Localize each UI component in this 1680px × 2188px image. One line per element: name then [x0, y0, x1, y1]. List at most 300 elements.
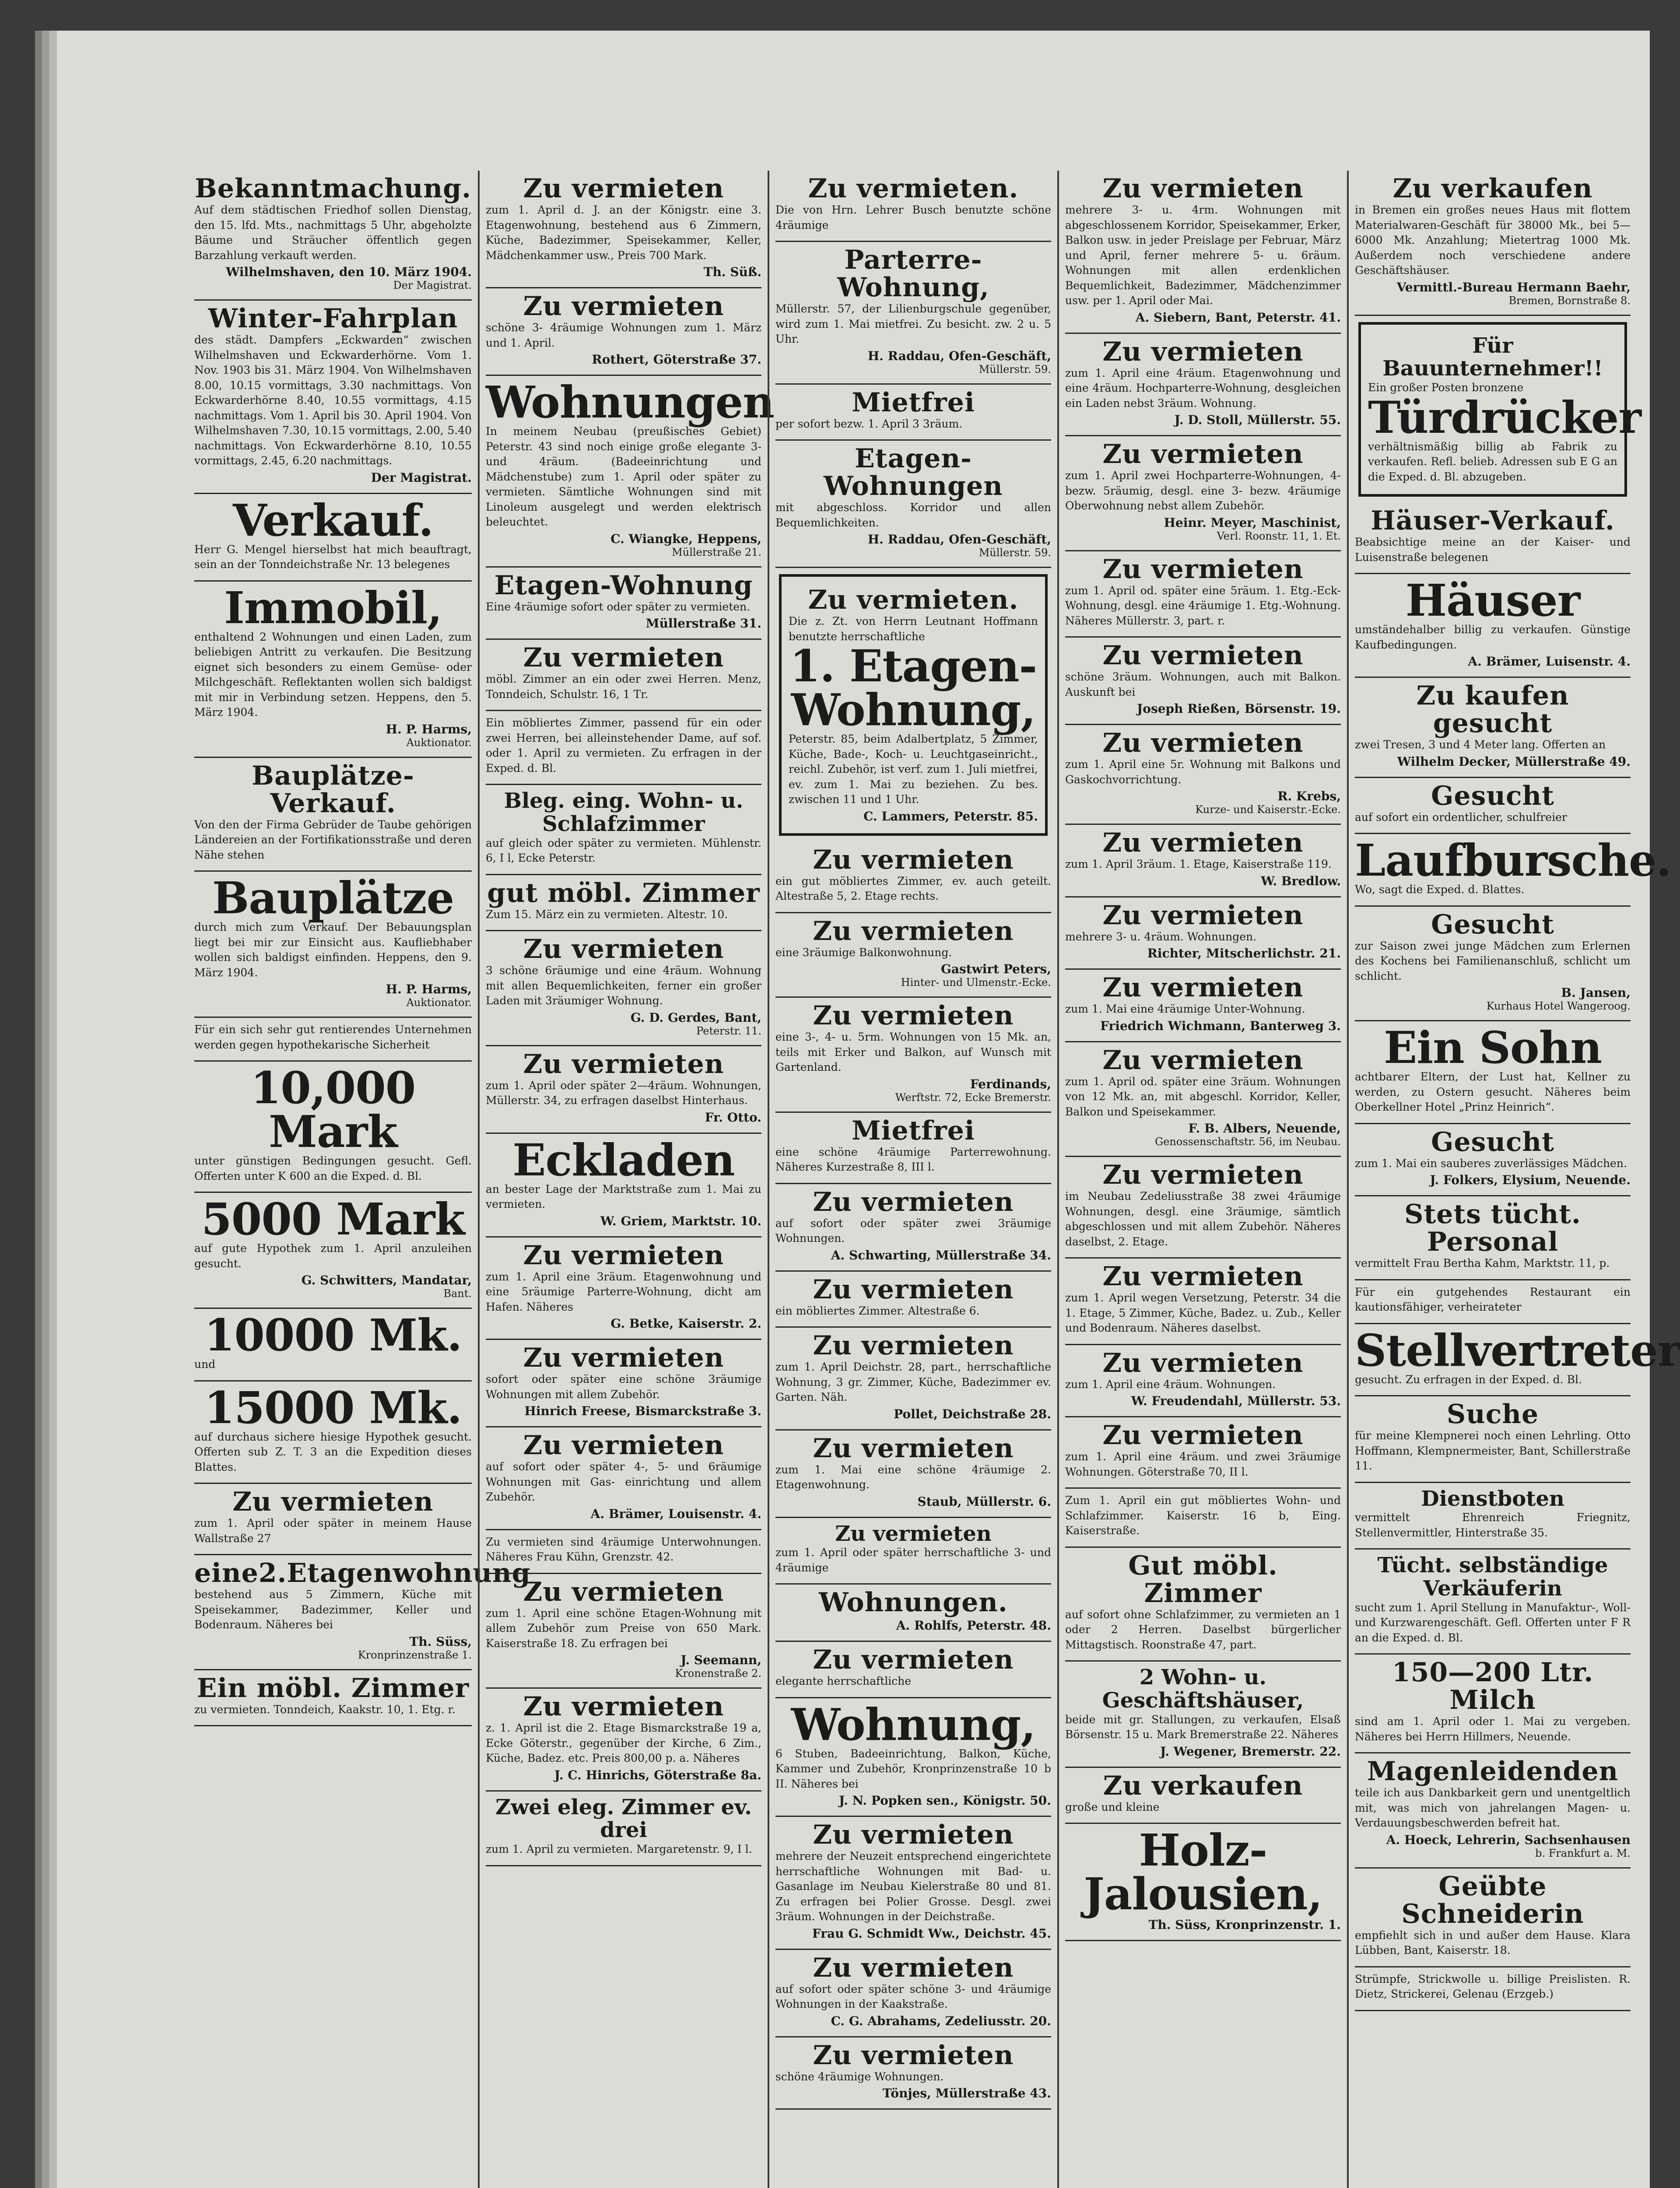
advertisement — [486, 785, 761, 875]
ad-headline: Gut möbl. Zimmer — [1128, 1550, 1278, 1609]
ad-signature-detail: Kronenstraße 2. — [675, 1667, 761, 1680]
ad-headline: Zwei eleg. Zimmer ev. drei — [495, 1795, 752, 1843]
ad-body: 3 schöne 6räumige und eine 4räum. Wohnung mit allen Bequemlichkeiten, ferner ein großer Laden mit 3räumiger Wohnung. — [486, 964, 761, 1007]
advertisement — [775, 1113, 1051, 1184]
ad-signature: A. Siebern, Bant, Peterstr. 41. — [1135, 310, 1341, 325]
advertisement — [1355, 778, 1631, 835]
ad-headline: Mietfrei — [852, 387, 975, 418]
ad-body: mehrere 3- u. 4räum. Wohnungen. — [1065, 930, 1257, 943]
ad-signature: G. D. Gerdes, Bant, — [630, 1010, 761, 1025]
ad-body: durch mich zum Verkauf. Der Bebauungsplan liegt bei mir zur Einsicht aus. Kaufliebhaber wollen sich baldigst einfinden. Heppens, den 9. März 1904. — [194, 921, 472, 979]
advertisement — [1355, 1196, 1631, 1280]
ad-headline: Zu vermieten — [813, 844, 1014, 875]
ad-headline: Gesucht — [1431, 1126, 1554, 1157]
ad-headline: Magenleidenden — [1367, 1756, 1619, 1787]
advertisement — [1065, 638, 1341, 725]
advertisement — [775, 913, 1051, 998]
ad-headline: Immobil, — [224, 582, 442, 634]
ad-body: Zum 15. März ein zu vermieten. Altestr. 10. — [486, 908, 728, 921]
advertisement — [1065, 334, 1341, 437]
ad-headline: Suche — [1446, 1399, 1539, 1430]
ad-body: Wo, sagt die Exped. d. Blattes. — [1355, 883, 1525, 896]
ad-headline-large: 1. Etagen-Wohnung, — [789, 640, 1037, 736]
ad-headline: Stellvertreter — [1355, 1324, 1680, 1376]
ad-body: im Neubau Zedeliusstraße 38 zwei 4räumige Wohnungen, desgl. eine 3räumige, sämtlich abgeschlossen und mit allem Zubehör. Näheres daselbst, 2. Etage. — [1065, 1190, 1341, 1248]
ad-signature: F. B. Albers, Neuende, — [1188, 1121, 1341, 1136]
advertisement — [1355, 834, 1671, 907]
ad-headline: Zu vermieten — [523, 1343, 724, 1374]
ad-body: sofort oder später eine schöne 3räumige Wohnungen mit allem Zubehör. — [486, 1373, 761, 1401]
advertisement — [775, 242, 1051, 385]
ad-headline: Laufbursche. — [1355, 835, 1671, 887]
advertisement — [194, 1193, 472, 1309]
ad-headline: 5000 Mark — [201, 1193, 465, 1245]
ad-body: schöne 3- 4räumige Wohnungen zum 1. März und 1. April. — [486, 321, 761, 349]
ad-signature: W. Freudendahl, Müllerstr. 53. — [1131, 1394, 1341, 1408]
ad-signature: J. Wegener, Bremerstr. 22. — [1160, 1744, 1341, 1759]
ad-body: zum 1. April eine 4räum. Etagenwohnung und eine 4räum. Hochparterre-Wohnung, desgleichen ein Laden nebst 3räum. Wohnung. — [1065, 366, 1341, 410]
advertisement — [194, 301, 472, 494]
ad-signature-detail: Bremen, Bornstraße 8. — [1508, 294, 1631, 307]
ad-headline: Zu vermieten — [1102, 336, 1304, 367]
advertisement — [194, 1670, 472, 1727]
advertisement — [775, 1585, 1051, 1642]
advertisement — [1355, 574, 1631, 678]
ad-body: Die z. Zt. von Herrn Leutnant Hoffmann benutzte herrschaftliche — [789, 615, 1038, 643]
ad-headline: Zu vermieten — [523, 642, 724, 673]
ad-headline: Gesucht — [1431, 780, 1554, 811]
ad-body: In meinem Neubau (preußisches Gebiet) Peterstr. 43 sind noch einige große elegante 3- und 4räum. (Badeeinrichtung und Mädchenstube) zum 1. April oder später zu vermieten. Sämtliche Wohnungen sind mit Linoleum ausgelegt und werden elektrisch beleuchtet. — [486, 425, 761, 528]
ad-signature: Friedrich Wichmann, Banterweg 3. — [1100, 1018, 1341, 1033]
ad-body: vermittelt Frau Bertha Kahm, Marktstr. 11, p. — [1355, 1257, 1610, 1270]
advertisement — [775, 171, 1051, 242]
advertisement — [194, 494, 472, 582]
ad-headline: Zu vermieten — [813, 1952, 1014, 1983]
advertisement — [1065, 1259, 1341, 1345]
advertisement — [775, 1328, 1051, 1431]
ad-body: Strümpfe, Strickwolle u. billige Preislisten. R. Dietz, Strickerei, Gelenau (Erzgeb.) — [1355, 1972, 1631, 2001]
advertisement — [1065, 725, 1341, 825]
ad-headline: Eckladen — [512, 1134, 735, 1186]
ad-signature: Joseph Rießen, Börsenstr. 19. — [1137, 701, 1341, 716]
advertisement — [1355, 1124, 1631, 1197]
advertisement — [486, 875, 761, 932]
advertisement — [1355, 171, 1631, 316]
advertisement — [775, 1272, 1051, 1328]
ad-signature-detail: Verl. Roonstr. 11, 1. Et. — [1217, 529, 1341, 542]
ad-signature-detail: Auktionator. — [406, 996, 472, 1009]
ad-body: empfiehlt sich in und außer dem Hause. Klara Lübben, Bant, Kaiserstr. 18. — [1355, 1929, 1631, 1957]
ad-body: mehrere der Neuzeit entsprechend eingerichtete herrschaftliche Wohnungen mit Bad- u. Gasanlage im Neubau Kielerstraße 80 und 81. Zu erfragen bei Polier Grosse. Desgl. zwei 3räum. Wohnungen in der Deichstraße. — [775, 1850, 1051, 1923]
ad-signature: C. Lammers, Peterstr. 85. — [863, 809, 1038, 824]
advertisement — [1065, 898, 1341, 970]
column-1 — [188, 171, 531, 2188]
column-4 — [1057, 171, 1347, 2188]
ad-body: Zum 1. April ein gut möbliertes Wohn- und Schlafzimmer. Kaiserstr. 16 b, Eing. Kaiserstraße. — [1065, 1494, 1341, 1537]
ad-signature: Gastwirt Peters, — [940, 962, 1051, 976]
ad-headline: Zu vermieten. — [808, 173, 1019, 204]
ad-signature: Hinrich Freese, Bismarckstraße 3. — [524, 1404, 761, 1419]
advertisement — [486, 1530, 761, 1574]
ad-body: zum 1. April eine 3räum. Etagenwohnung und eine 5räumige Parterre-Wohnung, dicht am Hafen. Näheres — [486, 1270, 761, 1313]
ad-headline: Zu kaufen gesucht — [1416, 680, 1569, 739]
advertisement — [775, 441, 1051, 568]
advertisement — [486, 1574, 761, 1689]
ad-body: enthaltend 2 Wohnungen und einen Laden, zum beliebigen Antritt zu verkaufen. Die Besitzung eignet sich besonders zu einem Gemüse- oder Milchgeschäft. Reflektanten wollen sich baldigst mit mir in Verbindung setzen. Heppens, den 5. März 1904. — [194, 630, 472, 719]
ad-headline: Bekanntmachung. — [195, 173, 471, 204]
ad-signature: R. Krebs, — [1277, 789, 1341, 803]
ad-body: auf sofort ein ordentlicher, schulfreier — [1355, 810, 1567, 824]
advertisement — [1355, 1021, 1631, 1124]
ad-body: z. 1. April ist die 2. Etage Bismarckstraße 19 a, Ecke Göterstr., gegenüber der Kirche, 6 Zim., Küche, Badez. etc. Preis 800,00 p. a. Näheres — [486, 1722, 761, 1765]
ad-body: Müllerstr. 57, der Lilienburgschule gegenüber, wird zum 1. Mai mietfrei. Zu besicht. zw. 2 u. 5 Uhr. — [775, 302, 1051, 345]
column-2 — [478, 171, 774, 2188]
ad-signature-detail: Kurhaus Hotel Wangeroog. — [1486, 1000, 1631, 1013]
ad-headline: eine2.Etagenwohnung — [194, 1558, 531, 1588]
ad-headline: Zu verkaufen — [1392, 173, 1593, 204]
advertisement — [486, 1689, 761, 1792]
ad-signature: A. Rohlfs, Peterstr. 48. — [896, 1618, 1051, 1633]
ad-signature-detail: Kronprinzenstraße 1. — [358, 1648, 472, 1661]
advertisement — [1358, 322, 1641, 497]
ad-signature: Rothert, Göterstraße 37. — [592, 352, 761, 367]
ad-body: zwei Tresen, 3 und 4 Meter lang. Offerten an — [1355, 738, 1606, 751]
ad-headline: 2 Wohn- u. Geschäftshäuser, — [1102, 1665, 1304, 1713]
ad-body: eine 3-, 4- u. 5rm. Wohnungen von 15 Mk. an, teils mit Erker und Balkon, auf Wunsch mit Gartenland. — [775, 1031, 1051, 1073]
advertisement — [486, 568, 761, 640]
ad-headline: Für Bauunternehmer!! — [1382, 333, 1603, 381]
advertisement — [194, 582, 472, 758]
ad-signature-detail: Müllerstr. 59. — [979, 547, 1051, 559]
ad-signature: W. Griem, Marktstr. 10. — [600, 1213, 761, 1228]
ad-headline: 150—200 Ltr. Milch — [1392, 1657, 1594, 1716]
ad-body: Peterstr. 85, beim Adalbertplatz, 5 Zimmer, Küche, Bade-, Koch- u. Leuchtgaseinricht., reichl. Zubehör, ist verf. zum 1. Juli mietfrei, ev. zum 1. Mai zu beziehen. Zu bes. zwischen 11 und 1 Uhr. — [789, 733, 1038, 806]
ad-signature: W. Bredlow. — [1261, 873, 1341, 888]
ad-signature: H. P. Harms, — [386, 722, 472, 736]
advertisement — [1355, 1550, 1631, 1655]
ad-body: elegante herrschaftliche — [775, 1675, 912, 1688]
advertisement — [1355, 1280, 1631, 1324]
advertisement — [194, 872, 472, 1018]
ad-body: zum 1. April d. J. an der Königstr. eine 3. Etagenwohnung, bestehend aus 6 Zimmern, Küche, Badezimmer, Speisekammer, Keller, Mädchenkammer usw., Preis 700 Mark. — [486, 203, 761, 262]
advertisement — [486, 288, 761, 376]
ad-signature: Wilhelm Decker, Müllerstraße 49. — [1397, 754, 1631, 769]
advertisement — [194, 1555, 531, 1670]
ad-signature-detail: Müllerstr. 59. — [979, 363, 1051, 375]
advertisement — [1065, 1345, 1341, 1418]
ad-signature: Pollet, Deichstraße 28. — [894, 1406, 1051, 1421]
advertisement — [1355, 1324, 1680, 1397]
ad-body: vermittelt Ehrenreich Friegnitz, Stellenvermittler, Hinterstraße 35. — [1355, 1511, 1631, 1539]
ad-columns — [188, 171, 1680, 2188]
ad-body: mit abgeschloss. Korridor und allen Bequemlichkeiten. — [775, 501, 1051, 529]
ad-body: eine schöne 4räumige Parterrewohnung. Näheres Kurzestraße 8, III l. — [775, 1145, 1051, 1173]
ad-headline: Zu vermieten — [813, 2040, 1014, 2071]
ad-body: zum 1. April zu vermieten. Margaretenstr. 9, I l. — [486, 1843, 752, 1856]
advertisement — [775, 1642, 1051, 1698]
ad-body: auf sofort oder später 4-, 5- und 6räumige Wohnungen mit Gas- einrichtung und allem Zubehör. — [486, 1460, 761, 1504]
ad-body: verhältnismäßig billig ab Fabrik zu verkaufen. Refl. belieb. Adressen sub E G an die Exped. d. Bl. abzugeben. — [1368, 440, 1617, 483]
advertisement — [779, 574, 1048, 836]
ad-headline: Zu vermieten — [813, 1274, 1014, 1305]
ad-signature: Fr. Otto. — [705, 1110, 761, 1125]
ad-body: auf sofort oder später zwei 3räumige Wohnungen. — [775, 1217, 1051, 1245]
ad-body: mehrere 3- u. 4rm. Wohnungen mit abgeschlossenem Korridor, Speisekammer, Erker, Balkon usw. in jeder Preislage per Februar, März und April, ferner mehrere 5- u. 6räum. Wohnungen mit allen erdenklichen Bequemlichkeit, Badezimmer, Mädchenzimmer usw. per 1. April oder Mai. — [1065, 203, 1341, 307]
ad-signature: J. N. Popken sen., Königstr. 50. — [839, 1793, 1051, 1808]
ad-headline: Zu vermieten — [813, 1645, 1014, 1676]
advertisement — [775, 385, 1051, 441]
ad-headline: Ein möbl. Zimmer — [196, 1673, 470, 1704]
ad-body: für meine Klempnerei noch einen Lehrling. Otto Hoffmann, Klempnermeister, Bant, Schillerstraße 11. — [1355, 1429, 1631, 1473]
ad-signature: C. G. Abrahams, Zedeliusstr. 20. — [831, 2013, 1051, 2028]
ad-signature: Th. Süss, Kronprinzenstr. 1. — [1148, 1918, 1341, 1932]
ad-signature: Th. Süß. — [703, 265, 761, 279]
advertisement — [486, 931, 761, 1046]
ad-signature-detail: Bant. — [443, 1287, 472, 1300]
advertisement — [194, 1018, 472, 1062]
ad-body: ein gut möbliertes Zimmer, ev. auch geteilt. Altestraße 5, 2. Etage rechts. — [775, 874, 1051, 902]
ad-body: zum 1. Mai eine schöne 4räumige 2. Etagenwohnung. — [775, 1463, 1051, 1491]
ad-headline: Geübte Schneiderin — [1401, 1871, 1584, 1929]
ad-headline: 10000 Mk. — [204, 1309, 462, 1361]
ad-headline: Zu vermieten — [1102, 1347, 1304, 1378]
ad-headline: Dienstboten — [1421, 1486, 1564, 1511]
ad-body: zur Saison zwei junge Mädchen zum Erlernen des Kochens bei Familienanschluß, schlicht um schlicht. — [1355, 939, 1631, 982]
ad-headline: Wohnung, — [791, 1698, 1036, 1750]
advertisement — [194, 1382, 472, 1484]
advertisement — [1065, 825, 1341, 898]
ad-headline: Gesucht — [1431, 909, 1554, 940]
advertisement — [194, 1062, 472, 1193]
advertisement — [486, 1238, 761, 1340]
ad-headline: Zu vermieten — [1102, 728, 1304, 758]
ad-headline: Holz-Jalousien, — [1084, 1824, 1322, 1920]
ad-headline: Zu verkaufen — [1103, 1770, 1303, 1801]
advertisement — [486, 1340, 761, 1427]
ad-headline: Zu vermieten — [1102, 554, 1304, 585]
advertisement — [1355, 1967, 1631, 2011]
advertisement — [486, 1046, 761, 1134]
advertisement — [194, 1484, 472, 1555]
ad-body: zum 1. Mai ein sauberes zuverlässiges Mädchen. — [1355, 1157, 1627, 1170]
ad-signature: G. Betke, Kaiserstr. 2. — [610, 1316, 761, 1331]
ad-headline: Zu vermieten — [1102, 1420, 1304, 1451]
ad-signature-detail: Auktionator. — [406, 736, 472, 749]
advertisement — [775, 1431, 1051, 1518]
advertisement — [1355, 1483, 1631, 1550]
advertisement — [486, 1427, 761, 1530]
ad-headline: Zu vermieten — [813, 1186, 1014, 1217]
ad-signature-detail: b. Frankfurt a. M. — [1535, 1847, 1631, 1859]
ad-body: zum 1. April oder später 2—4räum. Wohnungen, Müllerstr. 34, zu erfragen daselbst Hinterhaus. — [486, 1079, 761, 1107]
ad-headline: Etagen-Wohnung — [494, 570, 753, 601]
ad-signature: H. Raddau, Ofen-Geschäft, — [867, 348, 1051, 363]
ad-signature-detail: Der Magistrat. — [393, 279, 472, 291]
ad-headline: Zu vermieten — [1102, 1160, 1304, 1190]
ad-signature: Heinr. Meyer, Maschinist, — [1164, 515, 1341, 530]
ad-headline: Zu vermieten — [1102, 173, 1304, 204]
ad-signature: Frau G. Schmidt Ww., Deichstr. 45. — [812, 1926, 1051, 1941]
ad-body: zum 1. April 3räum. 1. Etage, Kaiserstraße 119. — [1065, 858, 1332, 870]
advertisement — [1065, 1489, 1341, 1548]
ad-body: sind am 1. April oder 1. Mai zu vergeben. Näheres bei Herrn Hillmers, Neuende. — [1355, 1715, 1631, 1743]
ad-body: zum 1. April oder später in meinem Hause Wallstraße 27 — [194, 1517, 472, 1545]
ad-body: zum 1. April zwei Hochparterre-Wohnungen, 4- bezw. 5räumig, desgl. eine 3- bezw. 4räumige Oberwohnung nebst allem Zubehör. — [1065, 469, 1341, 512]
ad-body: zum 1. Mai eine 4räumige Unter-Wohnung. — [1065, 1003, 1305, 1015]
ad-signature: A. Hoeck, Lehrerin, Sachsenhausen — [1386, 1832, 1631, 1847]
ad-body: auf gute Hypothek zum 1. April anzuleihen gesucht. — [194, 1242, 472, 1270]
ad-headline: Zu vermieten — [1102, 972, 1304, 1003]
ad-body: 6 Stuben, Badeeinrichtung, Balkon, Küche, Kammer und Zubehör, Kronprinzenstraße 10 b II. Näheres bei — [775, 1747, 1051, 1790]
ad-body: auf gleich oder später zu vermieten. Mühlenstr. 6, I l, Ecke Peterstr. — [486, 836, 761, 865]
ad-body: des städt. Dampfers „Eckwarden“ zwischen Wilhelmshaven und Eckwarderhörne. Vom 1. Nov. 1903 bis 31. März 1904. Von Wilhelmshaven 8.00, 10.15 vormittags, 3.30 nachmittags. Von Eckwarderhörne 8.40, 10.55 vormittags, 4.15 nachmittags. Vom 1. April bis 30. April 1904. Von Wilhelmshaven 7.30, 10.15 vormittags, 2.00, 5.40 nachmittags. Von Eckwarderhörne 8.10, 10.55 vormittags, 2.45, 6.20 nachmittags. — [194, 333, 472, 467]
ad-signature-detail: Hinter- und Ulmenstr.-Ecke. — [901, 976, 1051, 989]
ad-body: Herr G. Mengel hierselbst hat mich beauftragt, sein an der Tonndeichstraße Nr. 13 belegenes — [194, 543, 472, 571]
ad-headline: Verkauf. — [233, 494, 433, 546]
advertisement — [1355, 1869, 1631, 1967]
ad-headline: Zu vermieten — [523, 291, 724, 322]
ad-body: möbl. Zimmer an ein oder zwei Herren. Menz, Tonndeich, Schulstr. 16, 1 Tr. — [486, 673, 761, 701]
ad-headline: Bleg. eing. Wohn- u. Schlafzimmer — [504, 789, 744, 836]
ad-signature: Staub, Müllerstr. 6. — [917, 1494, 1051, 1509]
ad-body: per sofort bezw. 1. April 3 3räum. — [775, 417, 963, 430]
advertisement — [1065, 1768, 1341, 1824]
ad-body: und — [194, 1358, 216, 1371]
ad-signature-detail: Müllerstraße 21. — [672, 546, 761, 558]
ad-body: auf sofort oder später schöne 3- und 4räumige Wohnungen in der Kaakstraße. — [775, 1982, 1051, 2011]
ad-signature: Vermittl.-Bureau Hermann Baehr, — [1396, 280, 1631, 295]
ad-headline: 15000 Mk. — [204, 1382, 462, 1434]
ad-body: bestehend aus 5 Zimmern, Küche mit Speisekammer, Badezimmer, Keller und Bodenraum. Näheres bei — [194, 1588, 472, 1631]
ad-headline: Zu vermieten — [813, 915, 1014, 947]
ad-body: zum 1. April wegen Versetzung, Peterstr. 34 die 1. Etage, 5 Zimmer, Küche, Badez. u. Zub., Keller und Bodenraum. Näheres daselbst. — [1065, 1291, 1341, 1334]
ad-signature: Tönjes, Müllerstraße 43. — [882, 2086, 1051, 2101]
ad-signature: Der Magistrat. — [371, 470, 472, 485]
ad-headline: 10,000 Mark — [250, 1062, 416, 1157]
ad-headline: Tücht. selbständige Verkäuferin — [1377, 1553, 1608, 1601]
ad-headline: Zu vermieten — [813, 1433, 1014, 1464]
column-5 — [1347, 171, 1680, 2188]
ad-signature-detail: Peterstr. 11. — [696, 1024, 761, 1037]
advertisement — [1065, 1157, 1341, 1259]
ad-body: teile ich aus Dankbarkeit gern und unentgeltlich mit, was mich von jahrelangen Magen- u. Verdauungsbeschwerden befreit hat. — [1355, 1786, 1631, 1830]
ad-headline: gut möbl. Zimmer — [487, 877, 760, 908]
ad-body: Zu vermieten sind 4räumige Unterwohnungen. Näheres Frau Kühn, Grenzstr. 42. — [486, 1535, 761, 1564]
ad-headline: Zu vermieten — [813, 1000, 1014, 1031]
ad-body: zum 1. April od. später eine 3räum. Wohnungen von 12 Mk. an, mit abgeschl. Korridor, Keller, Balkon und Speisekammer. — [1065, 1075, 1341, 1118]
ad-body: zum 1. April eine 4räum. Wohnungen. — [1065, 1378, 1276, 1391]
ad-headline: Bauplätze-Verkauf. — [252, 760, 414, 819]
ad-headline: Zu vermieten — [523, 173, 724, 204]
ad-body: gesucht. Zu erfragen in der Exped. d. Bl. — [1355, 1373, 1582, 1386]
ad-headline: Zu vermieten. — [808, 585, 1019, 615]
ad-headline: Stets tücht. Personal — [1404, 1199, 1581, 1258]
ad-signature: B. Jansen, — [1561, 985, 1631, 1000]
ad-headline: Zu vermieten — [523, 1691, 724, 1722]
ad-signature: Th. Süss, — [409, 1634, 472, 1649]
advertisement — [775, 1817, 1051, 1950]
ad-body: Auf dem städtischen Friedhof sollen Dienstag, den 15. lfd. Mts., nachmittags 5 Uhr, abgeholzte Bäume und Sträucher öffentlich gegen Barzahlung verkauft werden. — [194, 203, 472, 262]
ad-headline: Parterre-Wohnung, — [837, 245, 989, 303]
ad-body: an bester Lage der Marktstraße zum 1. Mai zu vermieten. — [486, 1182, 761, 1211]
advertisement — [1065, 436, 1341, 551]
ad-headline: Zu vermieten — [1102, 900, 1304, 931]
ad-signature: Ferdinands, — [970, 1076, 1051, 1091]
ad-signature: J. C. Hinrichs, Göterstraße 8a. — [554, 1767, 761, 1782]
ad-headline: Bauplätze — [212, 872, 454, 924]
ad-body: auf sofort ohne Schlafzimmer, zu vermieten an 1 oder 2 Herren. Daselbst bürgerlicher Mittagstisch. Roonstraße 47, part. — [1065, 1608, 1341, 1651]
ad-body: Beabsichtige meine an der Kaiser- und Luisenstraße belegenen — [1355, 536, 1631, 564]
ad-headline: Zu vermieten — [1102, 439, 1304, 470]
ad-body: zum 1. April od. später eine 5räum. 1. Etg.-Eck-Wohnung, desgl. eine 4räumige 1. Etg.-Wohnung. Näheres Müllerstr. 3, part. r. — [1065, 584, 1341, 627]
ad-signature: C. Wiangke, Heppens, — [610, 531, 761, 546]
ad-body: schöne 4räumige Wohnungen. — [775, 2070, 944, 2083]
ad-body: achtbarer Eltern, der Lust hat, Kellner zu werden, zu Ostern gesucht. Näheres beim Oberkellner Hotel „Prinz Heinrich“. — [1355, 1070, 1631, 1114]
ad-headline: Zu vermieten — [1102, 1045, 1304, 1076]
ad-body: unter günstigen Bedingungen gesucht. Gefl. Offerten unter K 600 an die Exped. d. Bl. — [194, 1154, 472, 1182]
ad-headline: Mietfrei — [852, 1115, 975, 1146]
advertisement — [1355, 1753, 1631, 1869]
ad-signature: A. Schwarting, Müllerstraße 34. — [831, 1248, 1051, 1262]
advertisement — [194, 1309, 472, 1382]
ad-signature-detail: Kurze- und Kaiserstr.-Ecke. — [1195, 803, 1341, 816]
ad-signature: J. Folkers, Elysium, Neuende. — [1430, 1173, 1631, 1188]
ad-signature-detail: Werftstr. 72, Ecke Bremerstr. — [895, 1091, 1051, 1104]
ad-signature-detail: Genossenschaftstr. 56, im Neubau. — [1155, 1136, 1341, 1148]
advertisement — [194, 171, 472, 301]
column-3 — [768, 171, 1057, 2188]
advertisement — [486, 711, 761, 785]
ad-headline: Zu vermieten — [813, 1330, 1014, 1361]
ad-headline-large: Türdrücker — [1368, 391, 1641, 443]
ad-headline: Häuser — [1405, 575, 1580, 627]
ad-body: in Bremen ein großes neues Haus mit flottem Materialwaren-Geschäft für 38000 Mk., bei 5—6000 Mk. Anzahlung; Mietertrag 1000 Mk. Außerdem noch verschiedene andere Geschäftshäuser. — [1355, 203, 1631, 277]
ad-body: eine 3räumige Balkonwohnung. — [775, 946, 952, 959]
ad-body: auf durchaus sichere hiesige Hypothek gesucht. Offerten sub Z. T. 3 an die Expedition dieses Blattes. — [194, 1430, 472, 1473]
advertisement — [486, 376, 774, 568]
advertisement — [1065, 551, 1341, 638]
advertisement — [1065, 1042, 1341, 1157]
advertisement — [194, 758, 472, 872]
ad-body: Für ein sich sehr gut rentierendes Unternehmen werden gegen hypothekarische Sicherheit — [194, 1023, 472, 1051]
ad-headline: Häuser-Verkauf. — [1371, 505, 1615, 536]
ad-body: Ein großer Posten bronzene — [1368, 381, 1524, 394]
advertisement — [1065, 970, 1341, 1042]
advertisement — [1065, 1548, 1341, 1662]
ad-signature: H. P. Harms, — [386, 982, 472, 996]
newspaper-page — [57, 31, 1680, 2188]
ad-headline: Zu vermieten — [523, 1240, 724, 1271]
advertisement — [775, 1184, 1051, 1272]
advertisement — [1355, 907, 1631, 1022]
ad-headline: Zu vermieten — [232, 1487, 434, 1517]
ad-body: ein möbliertes Zimmer. Altestraße 6. — [775, 1304, 980, 1317]
ad-signature: Richter, Mitscherlichstr. 21. — [1147, 946, 1341, 961]
ad-headline: Wohnungen. — [819, 1587, 1008, 1618]
advertisement — [1065, 171, 1341, 334]
advertisement — [775, 1698, 1051, 1817]
ad-body: Ein möbliertes Zimmer, passend für ein oder zwei Herren, bei alleinstehender Dame, auf sof. oder 1. April zu vermieten. Zu erfragen in der Exped. d. Bl. — [486, 716, 761, 775]
advertisement — [486, 1792, 761, 1866]
ad-headline: Ein Sohn — [1383, 1022, 1602, 1074]
advertisement — [775, 842, 1051, 913]
ad-headline: Zu vermieten — [1102, 828, 1304, 858]
ad-body: zum 1. April Deichstr. 28, part., herrschaftliche Wohnung, 3 gr. Zimmer, Küche, Badezimmer ev. Garten. Näh. — [775, 1360, 1051, 1403]
advertisement — [486, 171, 761, 288]
ad-headline: Wohnungen — [486, 376, 774, 428]
ad-headline: Zu vermieten — [1102, 640, 1304, 671]
ad-body: Eine 4räumige sofort oder später zu vermieten. — [486, 600, 751, 613]
